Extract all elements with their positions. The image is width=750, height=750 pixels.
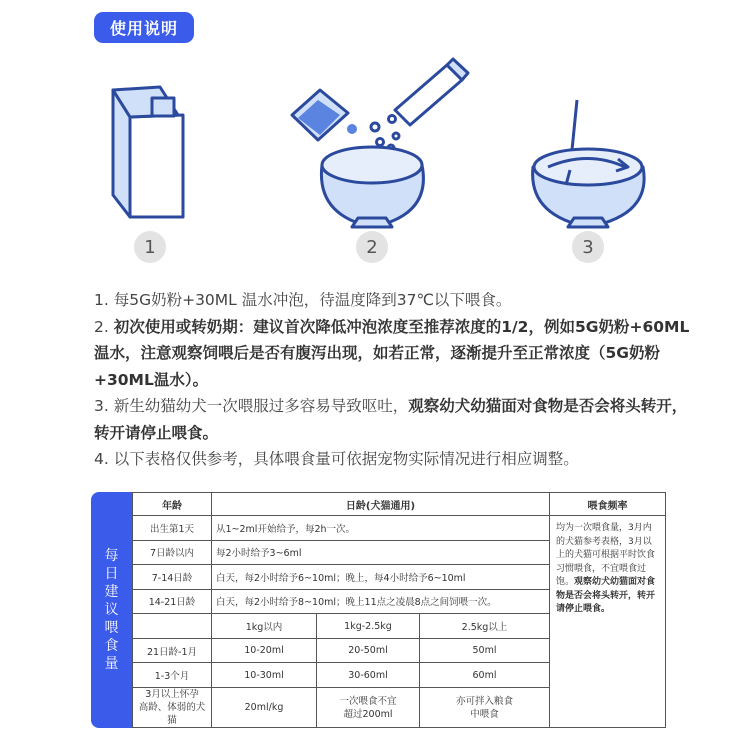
age-line: 3月以上怀孕 [145,689,199,700]
value-cell [317,688,420,728]
milk-box-icon [113,87,183,217]
header-age: 年龄 [133,493,212,516]
feeding-table-section [91,492,665,728]
stirring-bowl-icon [533,100,644,227]
table-row [133,516,666,541]
desc-cell: 白天，每2小时给予6~10ml；晚上，每4小时给予6~10ml [212,565,550,590]
weight-header-cell: 2.5kg以上 [420,614,550,639]
age-cell: 出生第1天 [133,516,212,541]
frequency-cell [550,516,666,728]
instruction-2-prefix: 2. [94,317,114,336]
step-number-3: 3 [572,231,604,263]
desc-cell: 每2小时给予3~6ml [212,540,550,565]
value-line: 一次喂食不宜 [339,695,397,707]
header-day-age: 日龄(犬猫通用) [212,493,550,516]
age-cell: 7-14日龄 [133,565,212,590]
weight-header-cell: 1kg-2.5kg [317,614,420,639]
value-line: 超过200ml [343,708,393,720]
value-cell [420,688,550,728]
frequency-text: 均为一次喂食量，3月内的犬猫参考表格，3月以上的犬猫可根据平时饮食习惯喂食，不宜喂食过饱。 [556,523,656,587]
value-cell: 60ml [420,663,550,688]
value-cell: 30-60ml [317,663,420,688]
instruction-2 [94,314,694,394]
value-line: 亦可拌入粮食 [455,695,513,707]
mixing-bowl-icon [292,59,468,227]
desc-cell: 白天，每2小时给予8~10ml；晚上11点之凌晨8点之间饲喂一次。 [212,589,550,614]
age-line: 高龄、体弱的犬猫 [138,702,206,726]
side-label-char: 量 [104,656,119,672]
desc-cell: 从1~2ml开始给予，每2h一次。 [212,516,550,541]
side-label-char: 每 [104,548,119,564]
age-cell [133,688,212,728]
instructions-list [94,287,694,473]
step-number-2: 2 [356,231,388,263]
table-header-row [133,493,666,516]
age-cell: 1-3个月 [133,663,212,688]
side-label-char: 建 [104,584,119,600]
value-cell: 10-20ml [212,638,317,663]
instruction-4: 4. 以下表格仅供参考，具体喂食量可依据宠物实际情况进行相应调整。 [94,450,579,468]
side-label-char: 日 [104,566,119,582]
value-cell: 20ml/kg [212,688,317,728]
instruction-3 [94,393,694,446]
weight-header-cell: 1kg以内 [212,614,317,639]
feeding-table [132,492,666,728]
usage-title-badge: 使用说明 [94,12,194,43]
side-label-char: 议 [104,602,119,618]
daily-feeding-label [91,492,132,728]
value-line: 中喂食 [470,708,499,720]
instruction-2-bold: 初次使用或转奶期：建议首次降低冲泡浓度至推荐浓度的1/2，例如5G奶粉+60ML温水，注意观察饲喂后是否有腹泻出现，如若正常，逐渐提升至正常浓度（5G奶粉+30ML温水）。 [94,317,690,389]
empty-cell [133,614,212,639]
instruction-3-normal: 3. 新生幼猫幼犬一次喂服过多容易导致呕吐， [94,397,409,415]
side-label-char: 喂 [104,620,119,636]
value-cell: 10-30ml [212,663,317,688]
step-number-1: 1 [134,231,166,263]
value-cell: 50ml [420,638,550,663]
age-cell: 21日龄-1月 [133,638,212,663]
instruction-3-bold: 观察幼犬幼猫面对食物是否会将头转开，转开请停止喂食。 [94,397,688,442]
age-cell: 7日龄以内 [133,540,212,565]
header-frequency: 喂食频率 [550,493,666,516]
frequency-bold-text: 观察幼犬幼猫面对食物是否会将头转开，转开请停止喂食。 [556,577,656,614]
instruction-1: 1. 每5G奶粉+30ML 温水冲泡，待温度降到37℃以下喂食。 [94,291,512,309]
side-label-char: 食 [104,638,119,654]
age-cell: 14-21日龄 [133,589,212,614]
value-cell: 20-50ml [317,638,420,663]
